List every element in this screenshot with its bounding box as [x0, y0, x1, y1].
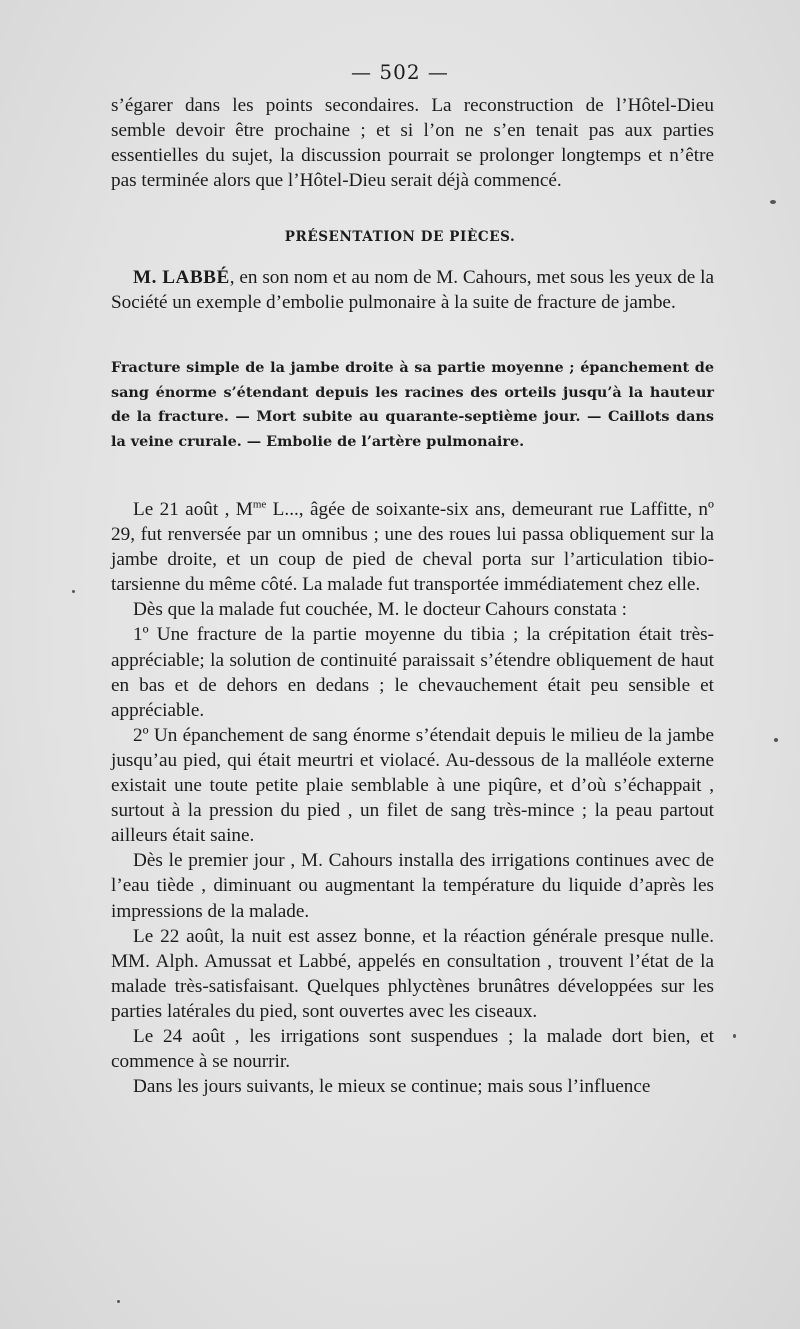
paper-speck [117, 1300, 120, 1303]
p1-superscript: me [252, 498, 267, 511]
opening-paragraph-block [111, 93, 714, 193]
presentation-block [111, 265, 714, 315]
paper-speck [72, 590, 75, 593]
paper-speck [733, 1034, 736, 1038]
paragraph-accident [111, 497, 714, 597]
case-title: Fracture simple de la jambe droite à sa partie moyenne ; épanchement de sang énorme s’étendant depuis les racines des orteils jusqu’à la hauteur de la fracture. — Mort subite au quarante-septième jour. — Caillots dans la veine crurale. — Embolie de l’artère pulmonaire. [111, 359, 714, 450]
opening-paragraph: s’égarer dans les points secondaires. La reconstruction de l’Hôtel-Dieu semble devoir être prochaine ; et si l’on ne s’en tenait pas aux parties essentielles du sujet, la discussion pourrait se prolonger longtemps et n’être pas terminée alors que l’Hôtel-Dieu serait déjà commencé. [111, 95, 714, 192]
paragraph-fracture: 1º Une fracture de la partie moyenne du tibia ; la crépitation était très-appréciable; la solution de continuité paraissait s’étendre obliquement de haut en bas et de dehors en dedans ; le chevauchement était peu sensible et appréciable. [111, 624, 714, 721]
paragraph-following-days: Dans les jours suivants, le mieux se continue; mais sous l’influence [133, 1076, 651, 1098]
p1-text-start: Le 21 août , M [133, 499, 253, 520]
presentation-paragraph [111, 265, 714, 315]
paragraph-irrigation: Dès le premier jour , M. Cahours installa des irrigations continues avec de l’eau tiède , diminuant ou augmentant la température du liquide d’après les impressions de la malade. [111, 850, 714, 922]
page-number: — 502 — [351, 60, 449, 84]
presentation-text: , en son nom et au nom de M. Cahours, met sous les yeux de la Société un exemple d’embolie pulmonaire à la suite de fracture de jambe. [111, 267, 714, 314]
case-title-block [111, 356, 714, 454]
paper-speck [774, 738, 778, 742]
paragraph-effusion: 2º Un épanchement de sang énorme s’étendait depuis le milieu de la jambe jusqu’au pied, qui était meurtri et violacé. Au-dessous de la malléole externe existait une toute petite plaie semblable à une piqûre, et d’où s’échappait , surtout à la pression du pied , un filet de sang très-mince ; la peau partout ailleurs était saine. [111, 724, 714, 847]
paper-speck [770, 200, 776, 204]
case-report-body [111, 497, 714, 1099]
paragraph-examination: Dès que la malade fut couchée, M. le docteur Cahours constata : [133, 599, 627, 621]
presenter-name: M. LABBÉ [133, 267, 230, 288]
paragraph-aug-24: Le 24 août , les irrigations sont suspendues ; la malade dort bien, et commence à se nourrir. [111, 1025, 714, 1073]
paragraph-aug-22: Le 22 août, la nuit est assez bonne, et la réaction générale presque nulle. MM. Alph. Amussat et Labbé, appelés en consultation , trouvent l’état de la malade très-satisfaisant. Quelques phlyctènes brunâtres développées sur les parties latérales du pied, sont ouvertes avec les ciseaux. [111, 925, 714, 1022]
p1-text-end: L..., âgée de soixante-six ans, demeurant rue Laffitte, nº 29, fut renversée par un omnibus ; une des roues lui passa obliquement sur la jambe droite, et un coup de pied de cheval porta sur l’articulation tibio-tarsienne du même côté. La malade fut transportée immédiatement chez elle. [111, 499, 714, 596]
section-heading: PRÉSENTATION DE PIÈCES. [284, 229, 516, 245]
